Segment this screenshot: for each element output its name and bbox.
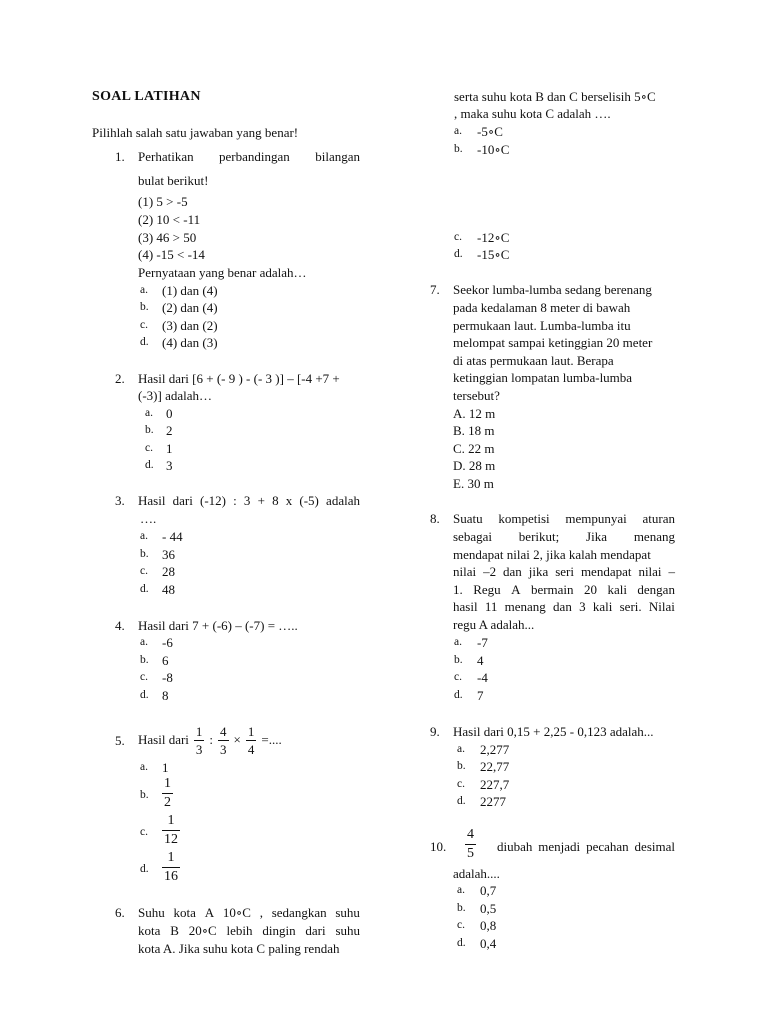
- option-text: -6: [162, 635, 173, 650]
- question-text-line: tersebut?: [453, 388, 500, 403]
- denominator: 3: [195, 741, 203, 757]
- option-letter: a.: [457, 743, 465, 755]
- option-letter: a.: [140, 530, 148, 542]
- word: menang: [504, 599, 546, 614]
- statement: (2) 10 < -11: [138, 212, 201, 227]
- word: seri: [555, 564, 574, 579]
- word: kompetisi: [498, 511, 550, 526]
- word: Hasil: [138, 493, 166, 508]
- option-letter: c.: [454, 231, 462, 243]
- option-text: -4: [477, 670, 488, 685]
- word: –2: [483, 564, 497, 579]
- option-text: 0,4: [480, 936, 497, 951]
- word: bermain: [530, 582, 574, 597]
- question-text-line: [138, 720, 282, 760]
- word: Perhatikan: [138, 149, 194, 164]
- statement: (4) -15 < -14: [138, 247, 205, 262]
- word: hasil: [453, 599, 478, 614]
- question-number: 7.: [430, 282, 440, 297]
- word: sedangkan: [271, 905, 327, 920]
- question-text-line: [453, 563, 675, 581]
- question-text-line: ….: [140, 511, 157, 526]
- question-text-line: Hasil dari [6 + (- 9 ) - (- 3 )] – [-4 +7 +: [138, 371, 340, 386]
- question-text-line: permukaan laut. Lumba-lumba itu: [453, 318, 631, 333]
- denominator: 5: [467, 846, 474, 861]
- word: 3: [243, 493, 251, 508]
- word: (-12): [199, 493, 226, 508]
- word: dan: [503, 564, 522, 579]
- numerator: 1: [162, 814, 180, 831]
- option-letter: c.: [145, 442, 153, 454]
- word: +: [257, 493, 265, 508]
- question-text-line: adalah....: [453, 866, 500, 881]
- option-letter: d.: [140, 689, 149, 701]
- option-text: 3: [166, 458, 173, 473]
- word: aturan: [642, 511, 675, 526]
- option-letter: d.: [140, 336, 149, 348]
- fraction: [194, 725, 205, 756]
- word: mendapat: [580, 564, 632, 579]
- word: diubah: [497, 839, 533, 854]
- word: x: [285, 493, 293, 508]
- option-letter: d.: [140, 583, 149, 595]
- question-text-line: melompat sampai ketinggian 20 meter: [453, 335, 653, 350]
- question-text-line: [138, 148, 360, 166]
- option-text: 28: [162, 564, 175, 579]
- option-text: 4: [477, 653, 484, 668]
- word: 20: [584, 582, 597, 597]
- question-text-line: [497, 838, 675, 856]
- option-text: 7: [477, 688, 484, 703]
- word: 10∘C: [222, 905, 251, 920]
- word: Suatu: [453, 511, 483, 526]
- option-letter: c.: [140, 565, 148, 577]
- question-text-line: , maka suhu kota C adalah ….: [454, 106, 611, 121]
- option-text: (4) dan (3): [162, 335, 218, 350]
- question-number: 2.: [115, 371, 125, 386]
- option-text: 1: [162, 760, 169, 775]
- question-text-line: [138, 922, 360, 940]
- question-text-line: bulat berikut!: [138, 173, 209, 188]
- word: menjadi: [538, 839, 581, 854]
- fraction: [162, 777, 173, 810]
- question-text-line: serta suhu kota B dan C berselisih 5∘C: [454, 89, 656, 104]
- word: 11: [484, 599, 498, 614]
- question-text-line: (-3)] adalah…: [138, 388, 212, 403]
- word: sebagai: [453, 529, 492, 544]
- option-text: 22,77: [480, 759, 510, 774]
- numerator: 4: [465, 828, 476, 845]
- word: berikut;: [518, 529, 560, 544]
- word: kali: [592, 599, 613, 614]
- question-text-line: [453, 510, 675, 528]
- option-letter: d.: [145, 459, 154, 471]
- option-text: 1: [166, 441, 173, 456]
- word: adalah: [326, 493, 360, 508]
- option-text: - 44: [162, 529, 183, 544]
- option-text: 6: [162, 653, 169, 668]
- option-letter: d.: [454, 248, 463, 260]
- option-letter: a.: [454, 125, 462, 137]
- word: lebih: [226, 923, 253, 938]
- option-letter: c.: [140, 826, 148, 838]
- fraction: [246, 725, 257, 756]
- word: A: [204, 905, 215, 920]
- option-text: (3) dan (2): [162, 318, 218, 333]
- question-number: 3.: [115, 493, 125, 508]
- option-letter: b.: [457, 902, 466, 914]
- option-letter: a.: [145, 407, 153, 419]
- option-text: 0,8: [480, 918, 497, 933]
- option-letter: b.: [140, 654, 149, 666]
- option-letter: b.: [140, 789, 149, 801]
- question-number: 10.: [430, 839, 447, 854]
- word: Jika: [586, 529, 607, 544]
- option-text: 48: [162, 582, 175, 597]
- option-text: 8: [162, 688, 169, 703]
- denominator: 3: [220, 741, 227, 757]
- instruction-text: Pilihlah salah satu jawaban yang benar!: [92, 125, 299, 140]
- option-letter: a.: [454, 636, 462, 648]
- word: Suhu: [138, 905, 165, 920]
- denominator: 4: [247, 741, 255, 757]
- statement: (3) 46 > 50: [138, 230, 197, 245]
- option-letter: c.: [140, 671, 148, 683]
- operator: ×: [233, 732, 241, 748]
- word: bilangan: [315, 149, 360, 164]
- option-text: -7: [477, 635, 488, 650]
- question-text-line: [138, 492, 360, 510]
- option-text: 2277: [480, 794, 506, 809]
- word: pecahan: [586, 839, 629, 854]
- word: Nilai: [648, 599, 675, 614]
- word: seri.: [619, 599, 642, 614]
- word: kali: [607, 582, 627, 597]
- word: mempunyai: [565, 511, 627, 526]
- question-text-line: di atas permukaan laut. Berapa: [453, 353, 614, 368]
- word: 8: [272, 493, 279, 508]
- option-letter: b.: [145, 424, 154, 436]
- option-letter: b.: [457, 760, 466, 772]
- option-text: -5∘C: [477, 124, 503, 139]
- word: nilai: [453, 564, 477, 579]
- option-letter: c.: [457, 778, 465, 790]
- option-letter: d.: [140, 863, 149, 875]
- fraction: [162, 851, 180, 884]
- numerator: 1: [247, 723, 255, 739]
- question-text-line: [138, 904, 360, 922]
- word: Regu: [473, 582, 501, 597]
- word: ,: [259, 905, 263, 920]
- word: menang: [633, 529, 675, 544]
- word: 3: [579, 599, 586, 614]
- option-text: 227,7: [480, 777, 510, 792]
- option-text: -8: [162, 670, 173, 685]
- question-number: 9.: [430, 724, 440, 739]
- word: (-5): [299, 493, 319, 508]
- option-letter: b.: [454, 654, 463, 666]
- option-text: (2) dan (4): [162, 300, 218, 315]
- word: perbandingan: [219, 149, 290, 164]
- option-text: (1) dan (4): [162, 283, 218, 298]
- numerator: 1: [195, 723, 203, 739]
- numerator: 4: [220, 723, 227, 739]
- word: suhu: [335, 923, 360, 938]
- question-suffix: =....: [261, 732, 282, 748]
- numerator: 1: [162, 851, 180, 868]
- question-number: 1.: [115, 149, 125, 164]
- question-text-line: kota A. Jika suhu kota C paling rendah: [138, 941, 340, 956]
- statement: (1) 5 > -5: [138, 194, 188, 209]
- option-text: -15∘C: [477, 247, 510, 262]
- denominator: 16: [164, 869, 178, 884]
- operator: :: [209, 732, 214, 748]
- fraction: [218, 725, 229, 756]
- option-text: 36: [162, 547, 175, 562]
- word: dari: [172, 493, 193, 508]
- option-d[interactable]: D. 28 m: [453, 458, 496, 473]
- question-text-line: Hasil dari 7 + (-6) – (-7) = …..: [138, 618, 298, 633]
- option-letter: b.: [454, 143, 463, 155]
- option-letter: c.: [454, 671, 462, 683]
- word: nilai: [638, 564, 662, 579]
- question-number: 8.: [430, 511, 440, 526]
- denominator: 2: [164, 795, 171, 810]
- option-text: 0: [166, 406, 173, 421]
- word: dan: [553, 599, 572, 614]
- option-letter: b.: [140, 301, 149, 313]
- option-letter: a.: [457, 884, 465, 896]
- question-text-line: regu A adalah...: [453, 617, 535, 632]
- word: suhu: [335, 905, 360, 920]
- option-e[interactable]: E. 30 m: [453, 476, 494, 491]
- option-a[interactable]: A. 12 m: [453, 406, 496, 421]
- option-text: -10∘C: [477, 142, 510, 157]
- option-letter: c.: [457, 919, 465, 931]
- word: 1.: [453, 582, 463, 597]
- option-c[interactable]: C. 22 m: [453, 441, 495, 456]
- word: –: [668, 564, 675, 579]
- numerator: 1: [162, 777, 173, 794]
- option-letter: c.: [140, 319, 148, 331]
- word: :: [233, 493, 237, 508]
- word: B: [170, 923, 179, 938]
- fraction: [465, 828, 476, 861]
- option-letter: a.: [140, 284, 148, 296]
- word: dingin: [262, 923, 296, 938]
- word: desimal: [634, 839, 675, 854]
- question-text-line: mendapat nilai 2, jika kalah mendapat: [453, 547, 651, 562]
- option-text: 0,5: [480, 901, 497, 916]
- word: 20∘C: [188, 923, 217, 938]
- question-number: 4.: [115, 618, 125, 633]
- word: A: [511, 582, 521, 597]
- option-text: 2,277: [480, 742, 510, 757]
- question-number: 6.: [115, 905, 125, 920]
- question-text-line: ketinggian lompatan lumba-lumba: [453, 370, 633, 385]
- fraction: [162, 814, 180, 847]
- option-text: 2: [166, 423, 173, 438]
- question-text-line: Seekor lumba-lumba sedang berenang: [453, 282, 652, 297]
- word: dengan: [637, 582, 675, 597]
- question-text-line: Hasil dari 0,15 + 2,25 - 0,123 adalah...: [453, 724, 654, 739]
- option-b[interactable]: B. 18 m: [453, 423, 495, 438]
- worksheet-title: SOAL LATIHAN: [92, 89, 201, 104]
- word: dari: [305, 923, 326, 938]
- question-prompt: Pernyataan yang benar adalah…: [138, 265, 307, 280]
- question-text-line: pada kedalaman 8 meter di bawah: [453, 300, 631, 315]
- option-letter: a.: [140, 761, 148, 773]
- word: kota: [173, 905, 196, 920]
- word: jika: [528, 564, 549, 579]
- question-number: 5.: [115, 733, 125, 748]
- option-text: -12∘C: [477, 230, 510, 245]
- option-letter: b.: [140, 548, 149, 560]
- option-letter: a.: [140, 636, 148, 648]
- option-letter: d.: [457, 795, 466, 807]
- question-prefix: Hasil dari: [138, 732, 189, 748]
- option-text: 0,7: [480, 883, 497, 898]
- word: kota: [138, 923, 161, 938]
- question-text-line: [453, 581, 675, 599]
- option-letter: d.: [457, 937, 466, 949]
- question-text-line: [453, 528, 675, 546]
- question-text-line: [453, 598, 675, 616]
- denominator: 12: [164, 832, 178, 847]
- option-letter: d.: [454, 689, 463, 701]
